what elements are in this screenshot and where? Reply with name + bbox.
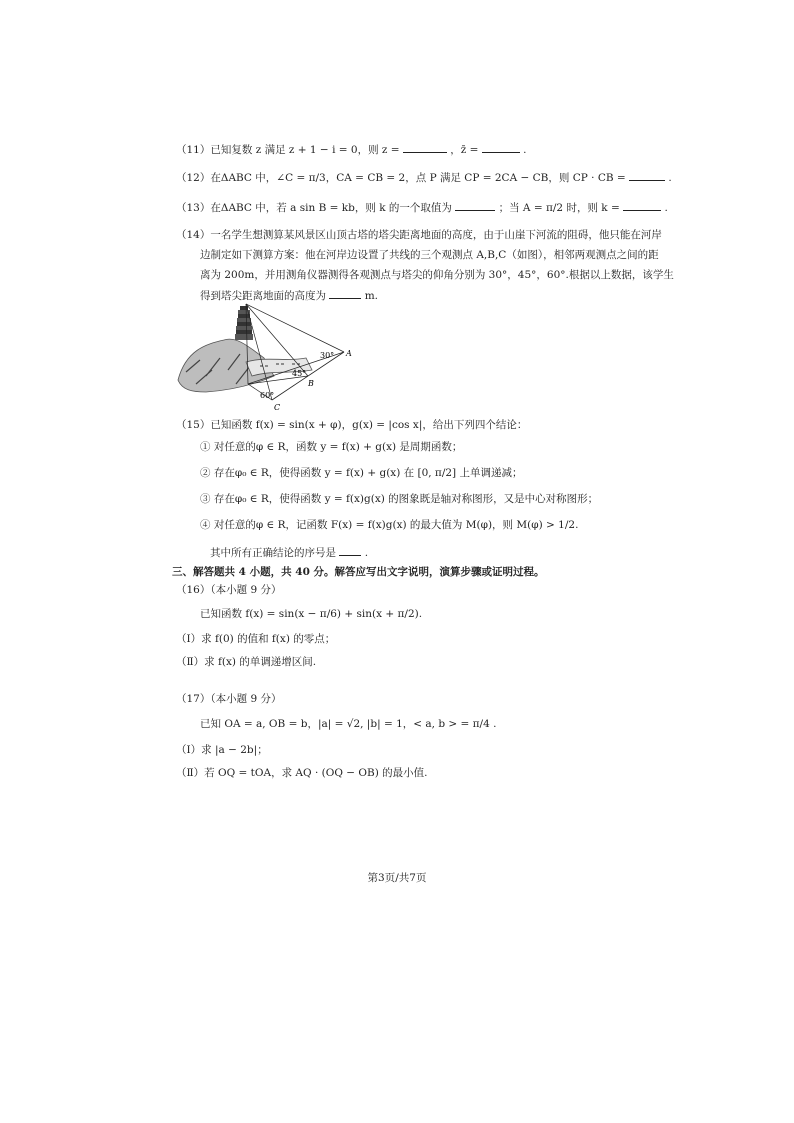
q14-line-2: 边制定如下测算方案：他在河岸边设置了共线的三个观测点 A,B,C（如图），相邻两观测点之间的距 xyxy=(200,249,659,261)
q15-item-2: ② 存在φ₀ ∈ R，使得函数 y = f(x) + g(x) 在 [0, π/2] 上单调递减； xyxy=(200,467,523,479)
q12-text: （12）在ΔABC 中，∠C = π/3，CA = CB = 2，点 P 满足 CP = 2CA − CB，则 CP · CB = xyxy=(176,172,626,184)
angle-60-label: 60° xyxy=(260,391,275,400)
q13-end: . xyxy=(664,202,668,214)
question-13 xyxy=(176,200,668,215)
sight-line-a xyxy=(246,304,344,352)
tower-figure xyxy=(176,300,356,412)
point-a-label: A xyxy=(346,349,352,358)
q14-line-4-text: 得到塔尖距离地面的高度为 xyxy=(200,290,326,302)
q17-head: （17）（本小题 9 分） xyxy=(176,693,282,705)
point-b-label: B xyxy=(308,379,314,388)
q11-end: . xyxy=(523,144,527,156)
q15-item-4: ④ 对任意的φ ∈ R，记函数 F(x) = f(x)g(x) 的最大值为 M(φ)，则 M(φ) > 1/2. xyxy=(200,519,579,531)
q17-part-2: （Ⅱ）若 OQ = tOA，求 AQ · (OQ − OB) 的最小值. xyxy=(176,767,428,779)
q11-blank-1 xyxy=(403,142,447,153)
question-12 xyxy=(176,170,672,185)
q14-line-1: （14）一名学生想测算某风景区山顶古塔的塔尖距离地面的高度，由于山崖下河流的阻碍，他只能在河岸 xyxy=(176,229,662,241)
q15-ask-text: 其中所有正确结论的序号是 xyxy=(210,547,336,559)
q13-blank-1 xyxy=(455,200,495,211)
q13-mid: ；当 A = π/2 时，则 k = xyxy=(498,202,620,214)
q11-mid: ，z̄ = xyxy=(450,144,479,156)
q15-stem: （15）已知函数 f(x) = sin(x + φ)，g(x) = |cos x|，给出下列四个结论： xyxy=(176,419,528,431)
q16-part-1: （Ⅰ）求 f(0) 的值和 f(x) 的零点； xyxy=(176,633,336,645)
angle-45-label: 45° xyxy=(292,369,307,378)
q15-item-3: ③ 存在φ₀ ∈ R，使得函数 y = f(x)g(x) 的图象既是轴对称图形，又是中心对称图形； xyxy=(200,493,599,505)
q12-blank xyxy=(629,170,665,181)
q12-end: . xyxy=(668,172,672,184)
section-3-heading: 三、解答题共 4 小题，共 40 分。解答应写出文字说明，演算步骤或证明过程。 xyxy=(172,566,545,578)
q11-blank-2 xyxy=(482,142,520,153)
q16-part-2: （Ⅱ）求 f(x) 的单调递增区间. xyxy=(176,656,317,668)
q13-text: （13）在ΔABC 中，若 a sin B = kb，则 k 的一个取值为 xyxy=(176,202,452,214)
tower-icon xyxy=(235,306,253,340)
q16-stem: 已知函数 f(x) = sin(x − π/6) + sin(x + π/2). xyxy=(200,608,423,620)
question-11 xyxy=(176,142,526,157)
point-c-label: C xyxy=(274,403,281,412)
q17-part-1: （Ⅰ）求 |a − 2b|； xyxy=(176,744,268,756)
q17-stem: 已知 OA = a, OB = b，|a| = √2, |b| = 1，< a, b > = π/4 . xyxy=(200,718,497,730)
q14-blank xyxy=(329,288,361,299)
page-footer: 第3页/共7页 xyxy=(367,872,427,884)
q15-item-1: ① 对任意的φ ∈ R，函数 y = f(x) + g(x) 是周期函数； xyxy=(200,441,463,453)
q15-ask-end: . xyxy=(364,547,369,559)
q15-ask xyxy=(210,545,368,560)
q13-blank-2 xyxy=(623,200,661,211)
q14-line-3: 离为 200m，并用测角仪器测得各观测点与塔尖的仰角分别为 30°，45°，60°.根据以上数据，该学生 xyxy=(200,269,674,281)
q15-blank xyxy=(339,545,361,556)
q14-unit: m. xyxy=(364,290,378,302)
angle-30-label: 30° xyxy=(320,351,335,360)
q11-text: （11）已知复数 z 满足 z + 1 − i = 0，则 z = xyxy=(176,144,400,156)
q16-head: （16）（本小题 9 分） xyxy=(176,584,282,596)
